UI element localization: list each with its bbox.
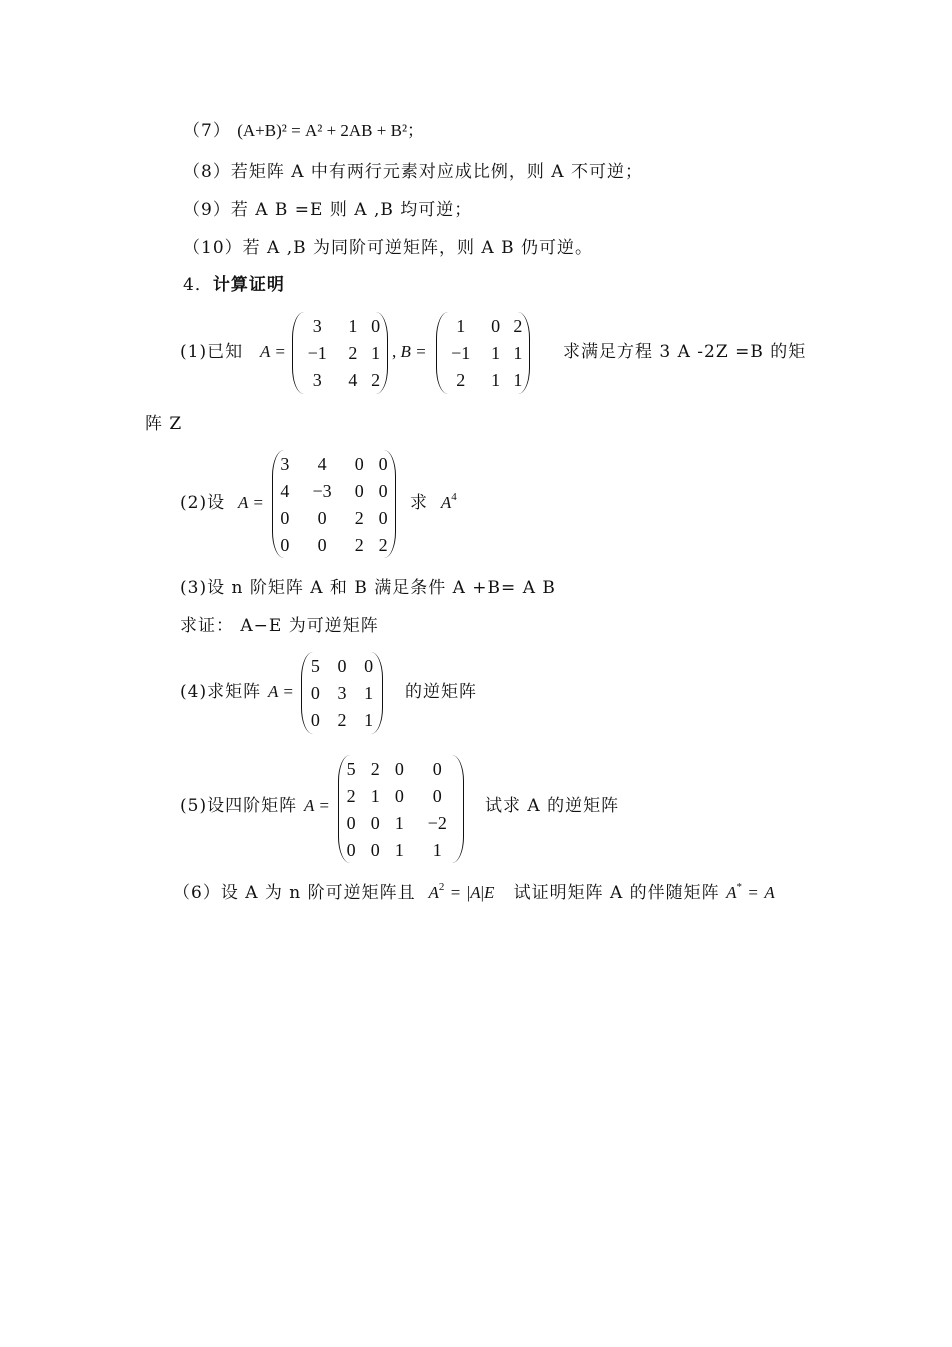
- item-8: （8）若矩阵 A 中有两行元素对应成比例，则 A 不可逆；: [183, 162, 643, 182]
- matrix-2-row: [273, 504, 395, 531]
- matrix-5-row: [339, 809, 463, 836]
- matrix-4-row: [302, 679, 382, 706]
- matrix-5-cell: 1: [432, 839, 442, 860]
- problem-6: （6）设 A 为 n 阶可逆矩阵且 $A^2 = |A|E$ 试证明矩阵 A 的伴随矩阵 A* = A: [173, 881, 775, 903]
- matrix-2-cell: 0: [280, 534, 290, 555]
- matrix-5-cell: 1: [370, 785, 380, 806]
- matrix-2-cell: 3: [280, 453, 290, 474]
- matrix-4-row: [302, 652, 382, 679]
- problem-5-text: 试求 A 的逆矩阵: [485, 796, 620, 816]
- section-number: 4．: [183, 275, 213, 295]
- problem-1-text: 求满足方程 3 A -2Z =B 的矩: [563, 342, 807, 362]
- matrix-5-row: [339, 836, 463, 863]
- matrix-2-cell: 4: [280, 480, 290, 501]
- problem-1-B-eq: , B =: [392, 342, 427, 361]
- problem-6-label: （6）设 A 为 n 阶可逆矩阵且: [173, 883, 416, 903]
- matrix-5-cell: 1: [394, 839, 404, 860]
- problem-6-text: 试证明矩阵 A 的伴随矩阵: [513, 883, 720, 903]
- matrix-5-cell: 0: [432, 758, 442, 779]
- matrix-2-cell: 0: [378, 507, 388, 528]
- matrix-5-row: [339, 782, 463, 809]
- matrix-5-cell: 0: [370, 839, 380, 860]
- matrix-1b-row: [437, 367, 529, 394]
- item-7-formula: (A+B)² = A² + 2AB + B²；: [237, 121, 425, 140]
- matrix-4-cell: 2: [337, 710, 347, 731]
- matrix-1b-cell: 0: [491, 315, 501, 336]
- section-heading: [183, 273, 285, 297]
- matrix-4-cell: 3: [337, 682, 347, 703]
- problem-1-matrix-B: [436, 312, 530, 394]
- matrix-4-cell: 1: [364, 710, 374, 731]
- matrix-2-cell: 2: [354, 534, 364, 555]
- problem-2-matrix-A: [272, 450, 396, 558]
- problem-5-matrix-A: [338, 755, 464, 863]
- matrix-4-cell: 5: [310, 655, 320, 676]
- problem-1-label: (1)已知: [180, 342, 244, 362]
- section-title: 计算证明: [212, 275, 285, 295]
- problem-3-text-cont: 求证： A−E 为可逆矩阵: [180, 616, 379, 636]
- matrix-1a-row: [293, 367, 387, 394]
- matrix-4-cell: 0: [310, 710, 320, 731]
- matrix-5-cell: −2: [427, 812, 447, 833]
- problem-2-label: (2)设: [180, 493, 226, 513]
- matrix-2-cell: 0: [317, 534, 327, 555]
- matrix-2-row: [273, 477, 395, 504]
- problem-1-matrix-A: [292, 312, 388, 394]
- matrix-1a-cell: 0: [371, 315, 381, 336]
- matrix-2-row: [273, 450, 395, 477]
- problem-2-text: 求 $A^4$: [410, 491, 457, 513]
- problem-2-ask: 求: [410, 493, 428, 513]
- matrix-1b-row: [437, 339, 529, 366]
- problem-4-text: 的逆矩阵: [405, 682, 477, 702]
- matrix-2-cell: −3: [312, 480, 332, 501]
- matrix-1a-cell: −1: [307, 342, 327, 363]
- matrix-1a-cell: 3: [312, 370, 322, 391]
- matrix-1a-row: [293, 312, 387, 339]
- matrix-4-row: [302, 707, 382, 734]
- matrix-1b-row: [437, 312, 529, 339]
- matrix-5-cell: 0: [346, 839, 356, 860]
- matrix-5-cell: 1: [394, 812, 404, 833]
- matrix-2-cell: 0: [354, 480, 364, 501]
- matrix-5-cell: 5: [346, 758, 356, 779]
- matrix-1a-row: [293, 339, 387, 366]
- matrix-4-cell: 0: [364, 655, 374, 676]
- matrix-1b-cell: 1: [456, 315, 466, 336]
- matrix-1b-cell: −1: [451, 342, 471, 363]
- matrix-5-cell: 0: [394, 785, 404, 806]
- matrix-1b-cell: 2: [513, 315, 523, 336]
- problem-3-text: (3)设 n 阶矩阵 A 和 B 满足条件 A +B= A B: [180, 578, 556, 598]
- matrix-5-cell: 2: [346, 785, 356, 806]
- matrix-5-cell: 2: [370, 758, 380, 779]
- matrix-1b-cell: 1: [491, 370, 501, 391]
- item-10: （10）若 A ,B 为同阶可逆矩阵，则 A B 仍可逆。: [183, 238, 593, 258]
- item-7: [183, 119, 424, 143]
- matrix-5-cell: 0: [432, 785, 442, 806]
- matrix-2-cell: 0: [378, 453, 388, 474]
- matrix-1a-cell: 1: [348, 315, 358, 336]
- matrix-5-cell: 0: [346, 812, 356, 833]
- matrix-2-cell: 0: [280, 507, 290, 528]
- problem-1-text-cont: 阵 Z: [145, 414, 183, 434]
- matrix-1b-cell: 1: [513, 342, 523, 363]
- problem-5-label: (5)设四阶矩阵: [180, 796, 298, 816]
- matrix-1a-cell: 2: [371, 370, 381, 391]
- problem-4-matrix-A: [301, 652, 383, 734]
- matrix-4-cell: 1: [364, 682, 374, 703]
- problem-4-label: (4)求矩阵: [180, 682, 262, 702]
- problem-2-A-eq: A =: [238, 493, 264, 512]
- matrix-1b-cell: 1: [491, 342, 501, 363]
- matrix-2-cell: 4: [317, 453, 327, 474]
- matrix-4-cell: 0: [337, 655, 347, 676]
- matrix-1a-cell: 1: [371, 342, 381, 363]
- matrix-2-cell: 0: [378, 480, 388, 501]
- problem-4-A-eq: A =: [268, 682, 294, 701]
- matrix-5-cell: 0: [370, 812, 380, 833]
- matrix-5-row: [339, 755, 463, 782]
- item-7-label: （7）: [183, 121, 231, 141]
- matrix-1b-cell: 1: [513, 370, 523, 391]
- problem-1-A-eq: A =: [260, 342, 286, 361]
- matrix-2-row: [273, 531, 395, 558]
- matrix-2-cell: 2: [378, 534, 388, 555]
- matrix-2-cell: 0: [354, 453, 364, 474]
- matrix-1a-cell: 3: [312, 315, 322, 336]
- matrix-5-cell: 0: [394, 758, 404, 779]
- matrix-1a-cell: 2: [348, 342, 358, 363]
- item-9: （9）若 A B =E 则 A ,B 均可逆；: [183, 200, 473, 220]
- matrix-1b-cell: 2: [456, 370, 466, 391]
- matrix-2-cell: 0: [317, 507, 327, 528]
- matrix-1a-cell: 4: [348, 370, 358, 391]
- problem-5-A-eq: A =: [304, 796, 330, 815]
- matrix-2-cell: 2: [354, 507, 364, 528]
- matrix-4-cell: 0: [310, 682, 320, 703]
